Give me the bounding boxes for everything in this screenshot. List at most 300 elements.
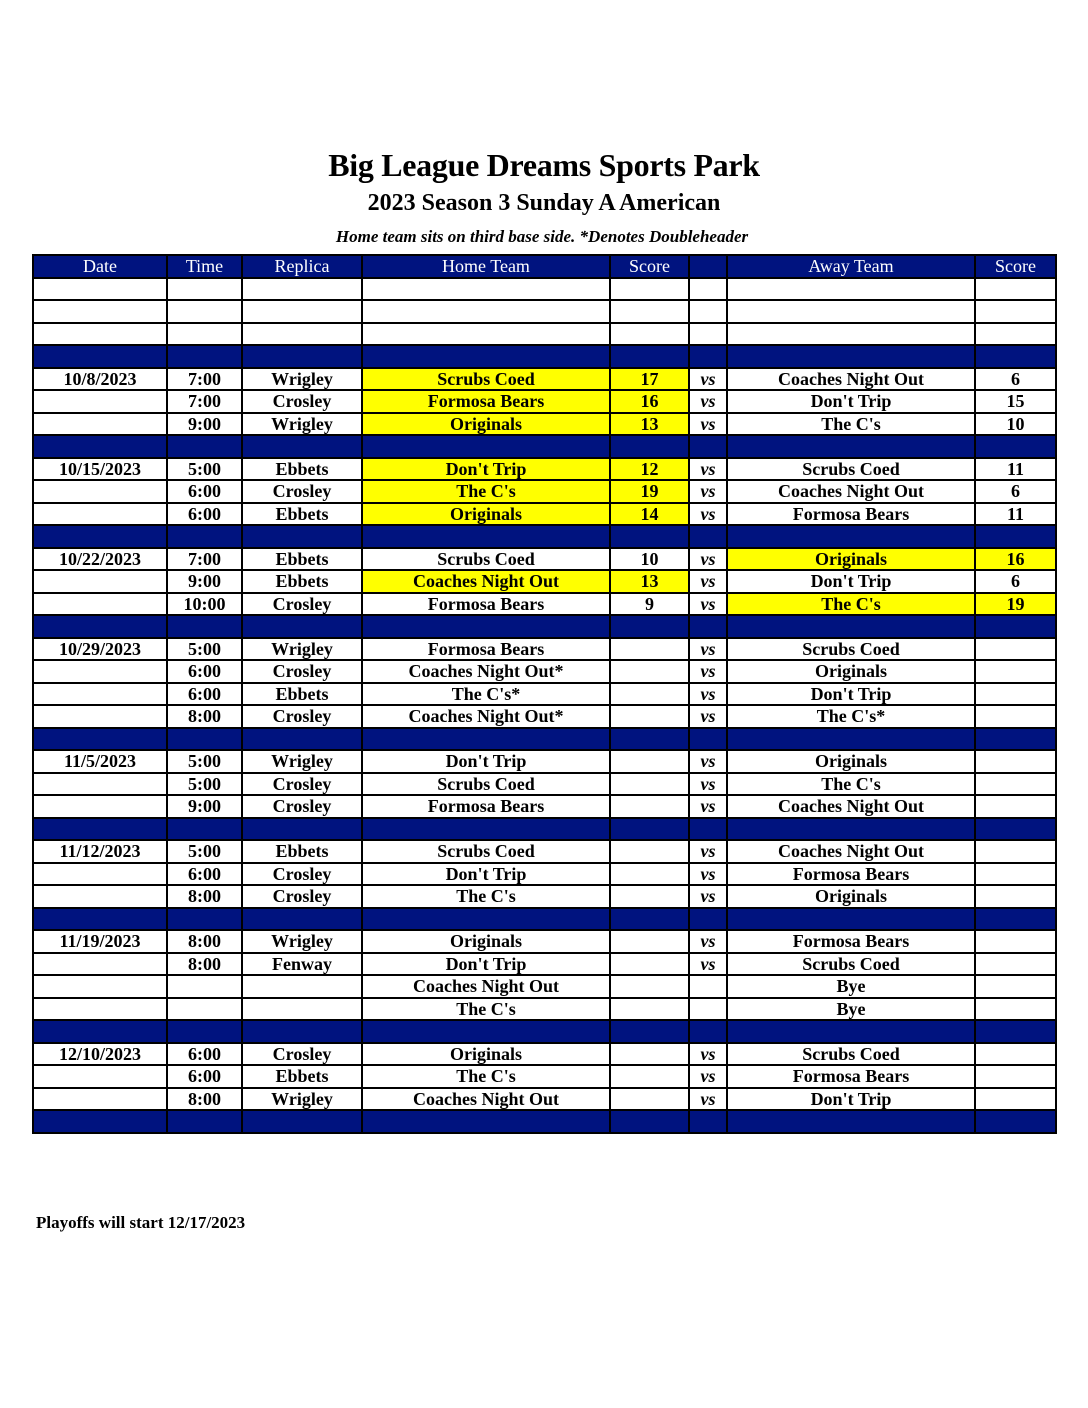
date-cell — [33, 975, 167, 998]
away-team-cell: Coaches Night Out — [727, 795, 975, 818]
away-score-cell — [975, 863, 1056, 886]
time-cell — [167, 323, 242, 346]
time-cell: 6:00 — [167, 1065, 242, 1088]
vs-cell: vs — [689, 683, 727, 706]
time-cell — [167, 278, 242, 301]
vs-cell: vs — [689, 750, 727, 773]
away-score-cell — [975, 1065, 1056, 1088]
home-team-cell: Scrubs Coed — [362, 840, 610, 863]
away-team-cell: Formosa Bears — [727, 863, 975, 886]
away-team-cell: Bye — [727, 975, 975, 998]
home-score-cell — [610, 863, 689, 886]
date-cell — [33, 345, 167, 368]
date-cell — [33, 593, 167, 616]
game-row — [33, 660, 1056, 683]
date-cell — [33, 1020, 167, 1043]
vs-cell: vs — [689, 840, 727, 863]
away-team-cell — [727, 728, 975, 751]
away-score-cell — [975, 1043, 1056, 1066]
date-cell — [33, 435, 167, 458]
away-score-cell: 10 — [975, 413, 1056, 436]
replica-cell — [242, 435, 362, 458]
home-score-cell — [610, 750, 689, 773]
away-score-cell — [975, 840, 1056, 863]
header-time: Time — [167, 255, 242, 278]
vs-cell — [689, 525, 727, 548]
time-cell: 5:00 — [167, 750, 242, 773]
home-score-cell: 13 — [610, 570, 689, 593]
week-separator-row — [33, 435, 1056, 458]
away-team-cell — [727, 1110, 975, 1133]
vs-cell: vs — [689, 413, 727, 436]
vs-cell: vs — [689, 1043, 727, 1066]
home-score-cell — [610, 638, 689, 661]
home-score-cell — [610, 525, 689, 548]
vs-cell: vs — [689, 930, 727, 953]
replica-cell: Crosley — [242, 1043, 362, 1066]
game-row — [33, 458, 1056, 481]
home-team-cell: The C's* — [362, 683, 610, 706]
header-away-score: Score — [975, 255, 1056, 278]
away-score-cell — [975, 345, 1056, 368]
away-score-cell — [975, 795, 1056, 818]
home-score-cell — [610, 345, 689, 368]
vs-cell: vs — [689, 660, 727, 683]
replica-cell — [242, 908, 362, 931]
header-date: Date — [33, 255, 167, 278]
home-score-cell: 10 — [610, 548, 689, 571]
game-row — [33, 368, 1056, 391]
replica-cell: Wrigley — [242, 413, 362, 436]
game-row — [33, 953, 1056, 976]
away-score-cell — [975, 323, 1056, 346]
week-separator-row — [33, 1020, 1056, 1043]
date-cell: 11/12/2023 — [33, 840, 167, 863]
away-team-cell — [727, 615, 975, 638]
away-score-cell: 6 — [975, 480, 1056, 503]
home-team-cell: Coaches Night Out* — [362, 705, 610, 728]
vs-cell: vs — [689, 548, 727, 571]
home-score-cell — [610, 840, 689, 863]
away-team-cell — [727, 818, 975, 841]
replica-cell: Crosley — [242, 773, 362, 796]
time-cell: 7:00 — [167, 548, 242, 571]
game-row — [33, 480, 1056, 503]
away-score-cell — [975, 435, 1056, 458]
time-cell: 8:00 — [167, 953, 242, 976]
vs-cell — [689, 278, 727, 301]
vs-cell: vs — [689, 1088, 727, 1111]
replica-cell: Ebbets — [242, 503, 362, 526]
home-score-cell — [610, 1065, 689, 1088]
home-score-cell — [610, 1043, 689, 1066]
time-cell: 9:00 — [167, 413, 242, 436]
time-cell: 7:00 — [167, 390, 242, 413]
home-team-cell — [362, 818, 610, 841]
home-score-cell: 19 — [610, 480, 689, 503]
away-score-cell: 6 — [975, 368, 1056, 391]
date-cell — [33, 503, 167, 526]
game-row — [33, 885, 1056, 908]
date-cell — [33, 525, 167, 548]
date-cell — [33, 705, 167, 728]
away-score-cell — [975, 975, 1056, 998]
replica-cell: Ebbets — [242, 458, 362, 481]
replica-cell: Crosley — [242, 705, 362, 728]
week-separator-row — [33, 615, 1056, 638]
date-cell — [33, 953, 167, 976]
home-team-cell — [362, 908, 610, 931]
away-team-cell: The C's* — [727, 705, 975, 728]
home-team-cell: Originals — [362, 503, 610, 526]
game-row — [33, 683, 1056, 706]
home-team-cell: Formosa Bears — [362, 795, 610, 818]
replica-cell: Crosley — [242, 660, 362, 683]
home-score-cell: 9 — [610, 593, 689, 616]
vs-cell: vs — [689, 885, 727, 908]
game-row — [33, 548, 1056, 571]
game-row — [33, 390, 1056, 413]
home-score-cell — [610, 660, 689, 683]
away-score-cell — [975, 728, 1056, 751]
replica-cell: Crosley — [242, 863, 362, 886]
home-team-cell — [362, 728, 610, 751]
replica-cell — [242, 525, 362, 548]
away-team-cell: Don't Trip — [727, 390, 975, 413]
date-cell — [33, 1110, 167, 1133]
replica-cell: Crosley — [242, 795, 362, 818]
week-separator-row — [33, 908, 1056, 931]
vs-cell — [689, 998, 727, 1021]
away-score-cell: 15 — [975, 390, 1056, 413]
date-cell — [33, 998, 167, 1021]
date-cell — [33, 795, 167, 818]
time-cell: 6:00 — [167, 683, 242, 706]
date-cell — [33, 413, 167, 436]
vs-cell — [689, 345, 727, 368]
game-row — [33, 593, 1056, 616]
time-cell — [167, 525, 242, 548]
home-team-cell — [362, 1110, 610, 1133]
home-team-cell: Originals — [362, 930, 610, 953]
game-row — [33, 638, 1056, 661]
vs-cell: vs — [689, 773, 727, 796]
home-team-cell: The C's — [362, 1065, 610, 1088]
time-cell: 7:00 — [167, 368, 242, 391]
game-row — [33, 705, 1056, 728]
replica-cell: Crosley — [242, 480, 362, 503]
week-separator-row — [33, 818, 1056, 841]
replica-cell: Fenway — [242, 953, 362, 976]
date-cell: 10/8/2023 — [33, 368, 167, 391]
header-row — [33, 255, 1056, 278]
away-team-cell: Formosa Bears — [727, 503, 975, 526]
home-score-cell — [610, 975, 689, 998]
home-team-cell: The C's — [362, 998, 610, 1021]
away-score-cell — [975, 885, 1056, 908]
time-cell: 6:00 — [167, 480, 242, 503]
home-team-cell: Don't Trip — [362, 863, 610, 886]
vs-cell — [689, 435, 727, 458]
away-score-cell — [975, 773, 1056, 796]
away-team-cell: Coaches Night Out — [727, 480, 975, 503]
home-team-cell: The C's — [362, 480, 610, 503]
away-score-cell: 19 — [975, 593, 1056, 616]
home-team-cell: Don't Trip — [362, 750, 610, 773]
replica-cell — [242, 300, 362, 323]
date-cell — [33, 773, 167, 796]
blank-row — [33, 323, 1056, 346]
home-team-cell — [362, 1020, 610, 1043]
replica-cell: Wrigley — [242, 368, 362, 391]
home-team-cell — [362, 435, 610, 458]
time-cell — [167, 300, 242, 323]
time-cell: 9:00 — [167, 795, 242, 818]
date-cell — [33, 908, 167, 931]
date-cell — [33, 615, 167, 638]
time-cell: 6:00 — [167, 863, 242, 886]
page-subtitle: 2023 Season 3 Sunday A American — [367, 190, 721, 216]
away-team-cell: Don't Trip — [727, 1088, 975, 1111]
time-cell — [167, 435, 242, 458]
time-cell: 5:00 — [167, 458, 242, 481]
away-team-cell: Originals — [727, 660, 975, 683]
date-cell: 11/5/2023 — [33, 750, 167, 773]
vs-cell: vs — [689, 458, 727, 481]
vs-cell — [689, 728, 727, 751]
away-team-cell: Scrubs Coed — [727, 953, 975, 976]
away-score-cell: 16 — [975, 548, 1056, 571]
vs-cell — [689, 300, 727, 323]
away-team-cell — [727, 525, 975, 548]
away-team-cell — [727, 908, 975, 931]
home-score-cell — [610, 930, 689, 953]
game-row — [33, 975, 1056, 998]
away-team-cell: Originals — [727, 885, 975, 908]
date-cell — [33, 728, 167, 751]
time-cell — [167, 975, 242, 998]
time-cell — [167, 728, 242, 751]
away-team-cell — [727, 300, 975, 323]
away-score-cell — [975, 300, 1056, 323]
time-cell: 10:00 — [167, 593, 242, 616]
home-score-cell: 17 — [610, 368, 689, 391]
away-score-cell — [975, 818, 1056, 841]
header-replica: Replica — [242, 255, 362, 278]
vs-cell: vs — [689, 503, 727, 526]
game-row — [33, 930, 1056, 953]
away-team-cell: Coaches Night Out — [727, 840, 975, 863]
away-score-cell — [975, 930, 1056, 953]
game-row — [33, 840, 1056, 863]
away-team-cell: Scrubs Coed — [727, 638, 975, 661]
away-score-cell: 11 — [975, 458, 1056, 481]
time-cell — [167, 345, 242, 368]
date-cell: 10/29/2023 — [33, 638, 167, 661]
home-score-cell — [610, 818, 689, 841]
time-cell — [167, 818, 242, 841]
vs-cell — [689, 1110, 727, 1133]
home-score-cell: 12 — [610, 458, 689, 481]
home-team-cell: Scrubs Coed — [362, 773, 610, 796]
time-cell: 6:00 — [167, 503, 242, 526]
date-cell — [33, 480, 167, 503]
time-cell: 5:00 — [167, 773, 242, 796]
vs-cell: vs — [689, 705, 727, 728]
home-team-cell: Originals — [362, 413, 610, 436]
vs-cell: vs — [689, 638, 727, 661]
date-cell — [33, 570, 167, 593]
date-cell — [33, 390, 167, 413]
schedule-body — [33, 278, 1056, 1133]
replica-cell — [242, 278, 362, 301]
game-row — [33, 750, 1056, 773]
home-score-cell — [610, 1110, 689, 1133]
date-cell — [33, 818, 167, 841]
home-team-cell: Coaches Night Out — [362, 1088, 610, 1111]
date-cell — [33, 300, 167, 323]
home-team-cell — [362, 345, 610, 368]
vs-cell — [689, 975, 727, 998]
away-score-cell — [975, 1110, 1056, 1133]
away-team-cell: Originals — [727, 750, 975, 773]
date-cell: 11/19/2023 — [33, 930, 167, 953]
home-team-cell — [362, 300, 610, 323]
date-cell — [33, 323, 167, 346]
date-cell: 10/15/2023 — [33, 458, 167, 481]
vs-cell — [689, 323, 727, 346]
replica-cell — [242, 1110, 362, 1133]
away-team-cell — [727, 435, 975, 458]
time-cell: 8:00 — [167, 885, 242, 908]
game-row — [33, 1065, 1056, 1088]
home-team-cell: Don't Trip — [362, 458, 610, 481]
vs-cell: vs — [689, 795, 727, 818]
home-score-cell — [610, 435, 689, 458]
date-cell — [33, 683, 167, 706]
home-team-cell — [362, 323, 610, 346]
home-score-cell: 13 — [610, 413, 689, 436]
replica-cell — [242, 998, 362, 1021]
away-score-cell — [975, 1088, 1056, 1111]
date-cell — [33, 660, 167, 683]
replica-cell — [242, 345, 362, 368]
vs-cell — [689, 908, 727, 931]
home-score-cell — [610, 683, 689, 706]
vs-cell — [689, 615, 727, 638]
replica-cell: Wrigley — [242, 1088, 362, 1111]
away-score-cell — [975, 278, 1056, 301]
game-row — [33, 773, 1056, 796]
replica-cell — [242, 1020, 362, 1043]
home-team-cell — [362, 278, 610, 301]
away-score-cell — [975, 638, 1056, 661]
replica-cell: Ebbets — [242, 840, 362, 863]
home-score-cell — [610, 908, 689, 931]
page-title: Big League Dreams Sports Park — [328, 147, 760, 183]
time-cell: 5:00 — [167, 840, 242, 863]
away-team-cell: Formosa Bears — [727, 1065, 975, 1088]
replica-cell: Wrigley — [242, 750, 362, 773]
vs-cell: vs — [689, 390, 727, 413]
home-team-cell: Formosa Bears — [362, 638, 610, 661]
replica-cell: Wrigley — [242, 930, 362, 953]
away-score-cell — [975, 615, 1056, 638]
home-team-cell: Formosa Bears — [362, 390, 610, 413]
away-team-cell: The C's — [727, 593, 975, 616]
date-cell — [33, 885, 167, 908]
header-vs — [689, 255, 727, 278]
game-row — [33, 570, 1056, 593]
date-cell: 10/22/2023 — [33, 548, 167, 571]
home-score-cell — [610, 773, 689, 796]
away-team-cell — [727, 323, 975, 346]
date-cell — [33, 1088, 167, 1111]
header-home-team: Home Team — [362, 255, 610, 278]
away-score-cell — [975, 660, 1056, 683]
away-team-cell: Bye — [727, 998, 975, 1021]
away-score-cell: 6 — [975, 570, 1056, 593]
replica-cell — [242, 323, 362, 346]
home-score-cell — [610, 278, 689, 301]
schedule-note: Home team sits on third base side. *Denotes Doubleheader — [335, 227, 749, 246]
playoffs-note: Playoffs will start 12/17/2023 — [36, 1213, 246, 1232]
away-score-cell — [975, 705, 1056, 728]
home-score-cell — [610, 885, 689, 908]
replica-cell: Ebbets — [242, 683, 362, 706]
header-home-score: Score — [610, 255, 689, 278]
time-cell — [167, 1110, 242, 1133]
home-score-cell: 14 — [610, 503, 689, 526]
away-team-cell: Formosa Bears — [727, 930, 975, 953]
replica-cell: Crosley — [242, 390, 362, 413]
home-team-cell — [362, 615, 610, 638]
time-cell: 6:00 — [167, 660, 242, 683]
home-score-cell — [610, 1020, 689, 1043]
game-row — [33, 1088, 1056, 1111]
week-separator-row — [33, 1110, 1056, 1133]
replica-cell: Wrigley — [242, 638, 362, 661]
away-team-cell — [727, 1020, 975, 1043]
away-team-cell: The C's — [727, 773, 975, 796]
time-cell: 8:00 — [167, 930, 242, 953]
away-score-cell — [975, 1020, 1056, 1043]
date-cell — [33, 1065, 167, 1088]
replica-cell — [242, 818, 362, 841]
time-cell — [167, 908, 242, 931]
time-cell — [167, 615, 242, 638]
date-cell — [33, 278, 167, 301]
vs-cell: vs — [689, 480, 727, 503]
away-team-cell: Don't Trip — [727, 683, 975, 706]
home-team-cell: Coaches Night Out* — [362, 660, 610, 683]
replica-cell: Ebbets — [242, 548, 362, 571]
time-cell: 6:00 — [167, 1043, 242, 1066]
time-cell: 8:00 — [167, 705, 242, 728]
home-score-cell — [610, 795, 689, 818]
replica-cell: Ebbets — [242, 1065, 362, 1088]
away-team-cell: Coaches Night Out — [727, 368, 975, 391]
away-team-cell — [727, 345, 975, 368]
home-team-cell: Originals — [362, 1043, 610, 1066]
home-team-cell: Formosa Bears — [362, 593, 610, 616]
away-team-cell: Scrubs Coed — [727, 1043, 975, 1066]
game-row — [33, 795, 1056, 818]
home-team-cell: Don't Trip — [362, 953, 610, 976]
vs-cell: vs — [689, 953, 727, 976]
date-cell: 12/10/2023 — [33, 1043, 167, 1066]
away-score-cell — [975, 683, 1056, 706]
